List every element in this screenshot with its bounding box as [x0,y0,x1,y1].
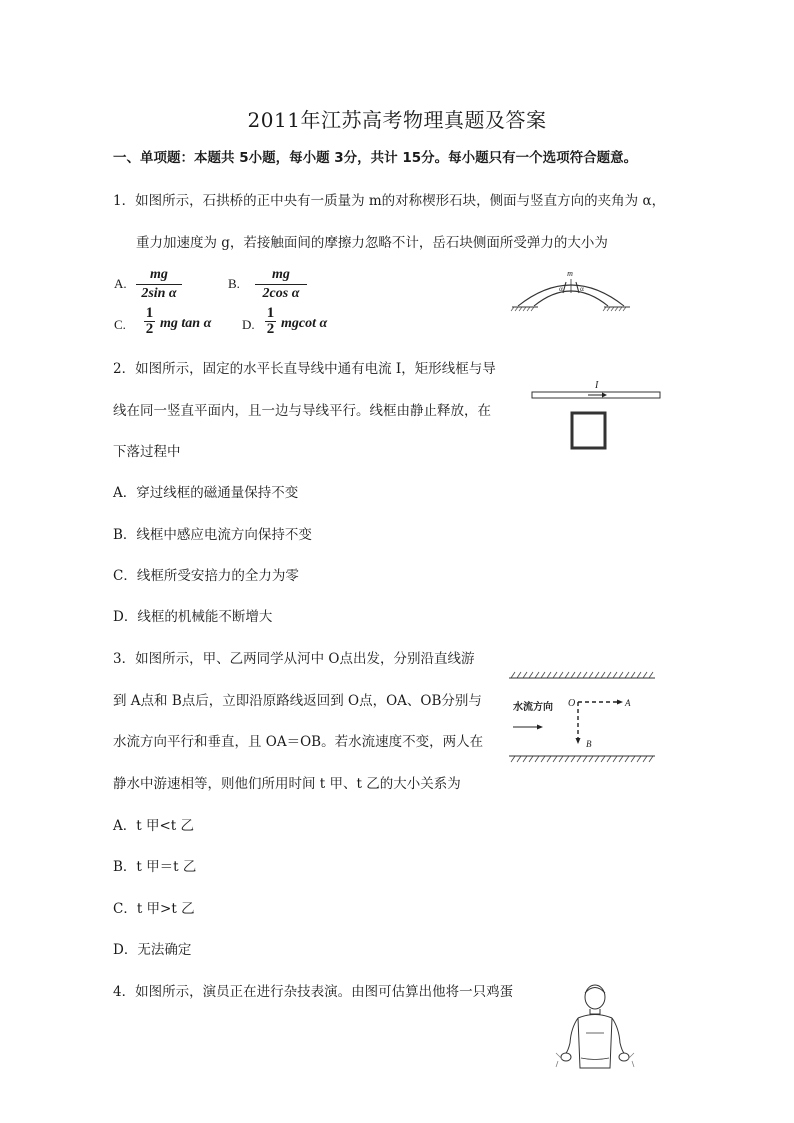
wire-and-frame-figure [532,380,662,456]
riverbank-hatch [517,672,521,678]
q1-option-c-expression: mg tan α [160,316,212,331]
q3-option-c: C．t 甲>t 乙 [113,901,195,917]
riverbank-hatch [553,756,557,762]
page-title: 2011年江苏高考物理真题及答案 [247,108,547,132]
riverbank-hatch [547,672,551,678]
riverbank-hatch [553,672,557,678]
riverbank-hatch [565,672,569,678]
riverbank-hatch [523,672,527,678]
q3-option-d: D．无法确定 [113,942,192,958]
half-numerator: 1 [145,305,154,321]
riverbank-hatch [625,756,629,762]
q2-option-d: D．线框的机械能不断增大 [113,609,273,625]
riverbank-hatch [541,756,545,762]
q1-option-b-label: B. [228,276,240,291]
q3-line-3: 水流方向平行和垂直，且 OA＝OB。若水流速度不变，两人在 [113,734,484,750]
riverbank-hatch [595,756,599,762]
section-header: 一、单项题：本题共 5小题，每小题 3分，共计 15分。每小题只有一个选项符合题意。 [113,150,638,166]
current-label: I [595,380,599,391]
point-o-label: O [568,698,576,709]
riverbank-hatch [523,756,527,762]
riverbank-hatch [595,672,599,678]
riverbank-hatch [577,672,581,678]
riverbank-hatch [535,672,539,678]
riverbank-hatch [535,756,539,762]
half-denominator: 2 [266,321,275,337]
riverbank-hatch [547,756,551,762]
riverbank-hatch [601,756,605,762]
q1-line-2: 重力加速度为 g，若接触面间的摩擦力忽略不计，岳石块侧面所受弹力的大小为 [136,235,608,251]
q1-option-b-fraction [255,267,307,302]
q3-line-1: 3．如图所示，甲、乙两同学从河中 O点出发，分别沿直线游 [113,651,475,667]
q2-line-1: 2．如图所示，固定的水平长直导线中通有电流 I，矩形线框与导 [113,361,496,377]
riverbank-hatch [619,672,623,678]
riverbank-hatch [631,756,635,762]
riverbank-hatch [511,756,515,762]
riverbank-hatch [619,756,623,762]
q1-option-a-label: A. [114,276,127,291]
q3-option-a: A．t 甲<t 乙 [113,818,194,834]
riverbank-hatch [511,672,515,678]
riverbank-hatch [559,756,563,762]
q2-option-b: B．线框中感应电流方向保持不变 [113,527,312,543]
q3-option-b: B．t 甲＝t 乙 [113,859,197,875]
bridge-angle-left-label: α [559,285,563,293]
riverbank-hatch [637,756,641,762]
half-numerator: 1 [266,305,275,321]
arch-bridge-figure [508,266,634,312]
flow-direction-label: 水流方向 [513,702,553,713]
riverbank-hatch [559,672,563,678]
q1-option-a-numerator: mg [150,267,168,282]
q1-option-d-half [265,306,276,337]
q1-option-d-expression: mgcot α [281,316,328,331]
riverbank-hatch [589,672,593,678]
q1-option-c-half [144,306,155,337]
riverbank-hatch [517,756,521,762]
riverbank-hatch [571,756,575,762]
q1-option-a-fraction [136,267,182,302]
river-figure [507,658,657,770]
riverbank-hatch [607,756,611,762]
q3-line-4: 静水中游速相等，则他们所用时间 t 甲、t 乙的大小关系为 [113,776,461,792]
riverbank-hatch [613,756,617,762]
riverbank-hatch [589,756,593,762]
q1-option-a-denominator: 2sin α [141,286,177,301]
riverbank-hatch [541,672,545,678]
riverbank-hatch [529,672,533,678]
riverbank-hatch [643,756,647,762]
point-a-label: A [625,698,631,708]
riverbank-hatch [631,672,635,678]
juggler-figure [548,983,643,1083]
riverbank-hatch [613,672,617,678]
riverbank-hatch [565,756,569,762]
q2-line-3: 下落过程中 [113,444,181,460]
q1-option-b-numerator: mg [272,267,290,282]
half-denominator: 2 [145,321,154,337]
q2-option-c: C．线框所受安掊力的全力为零 [113,568,299,584]
point-b-label: B [586,739,592,749]
riverbank-hatch [625,672,629,678]
riverbank-hatch [637,672,641,678]
q2-line-2: 线在同一竖直平面内，且一边与导线平行。线框由静止释放，在 [113,403,491,419]
riverbank-hatch [649,756,653,762]
riverbank-hatch [601,672,605,678]
q1-option-d-label: D. [242,317,255,332]
bridge-mass-label: m [567,269,573,278]
riverbank-hatch [649,672,653,678]
riverbank-hatch [571,672,575,678]
riverbank-hatch [583,672,587,678]
riverbank-hatch [577,756,581,762]
q2-option-a: A．穿过线框的磁通量保持不变 [113,485,299,501]
q4-line-1: 4．如图所示，演员正在进行杂技表演。由图可估算出他将一只鸡蛋 [113,984,514,1000]
riverbank-hatch [583,756,587,762]
q1-line-1: 1．如图所示，石拱桥的正中央有一质量为 m的对称楔形石块，侧面与竖直方向的夹角为 α， [113,193,666,209]
q3-line-2: 到 A点和 B点后，立即沿原路线返回到 O点，OA、OB分别与 [113,693,482,709]
bridge-angle-right-label: α [580,285,584,293]
riverbank-hatch [529,756,533,762]
riverbank-hatch [607,672,611,678]
riverbank-hatch [643,672,647,678]
q1-option-c-label: C. [114,317,126,332]
q1-option-b-denominator: 2cos α [262,286,300,301]
